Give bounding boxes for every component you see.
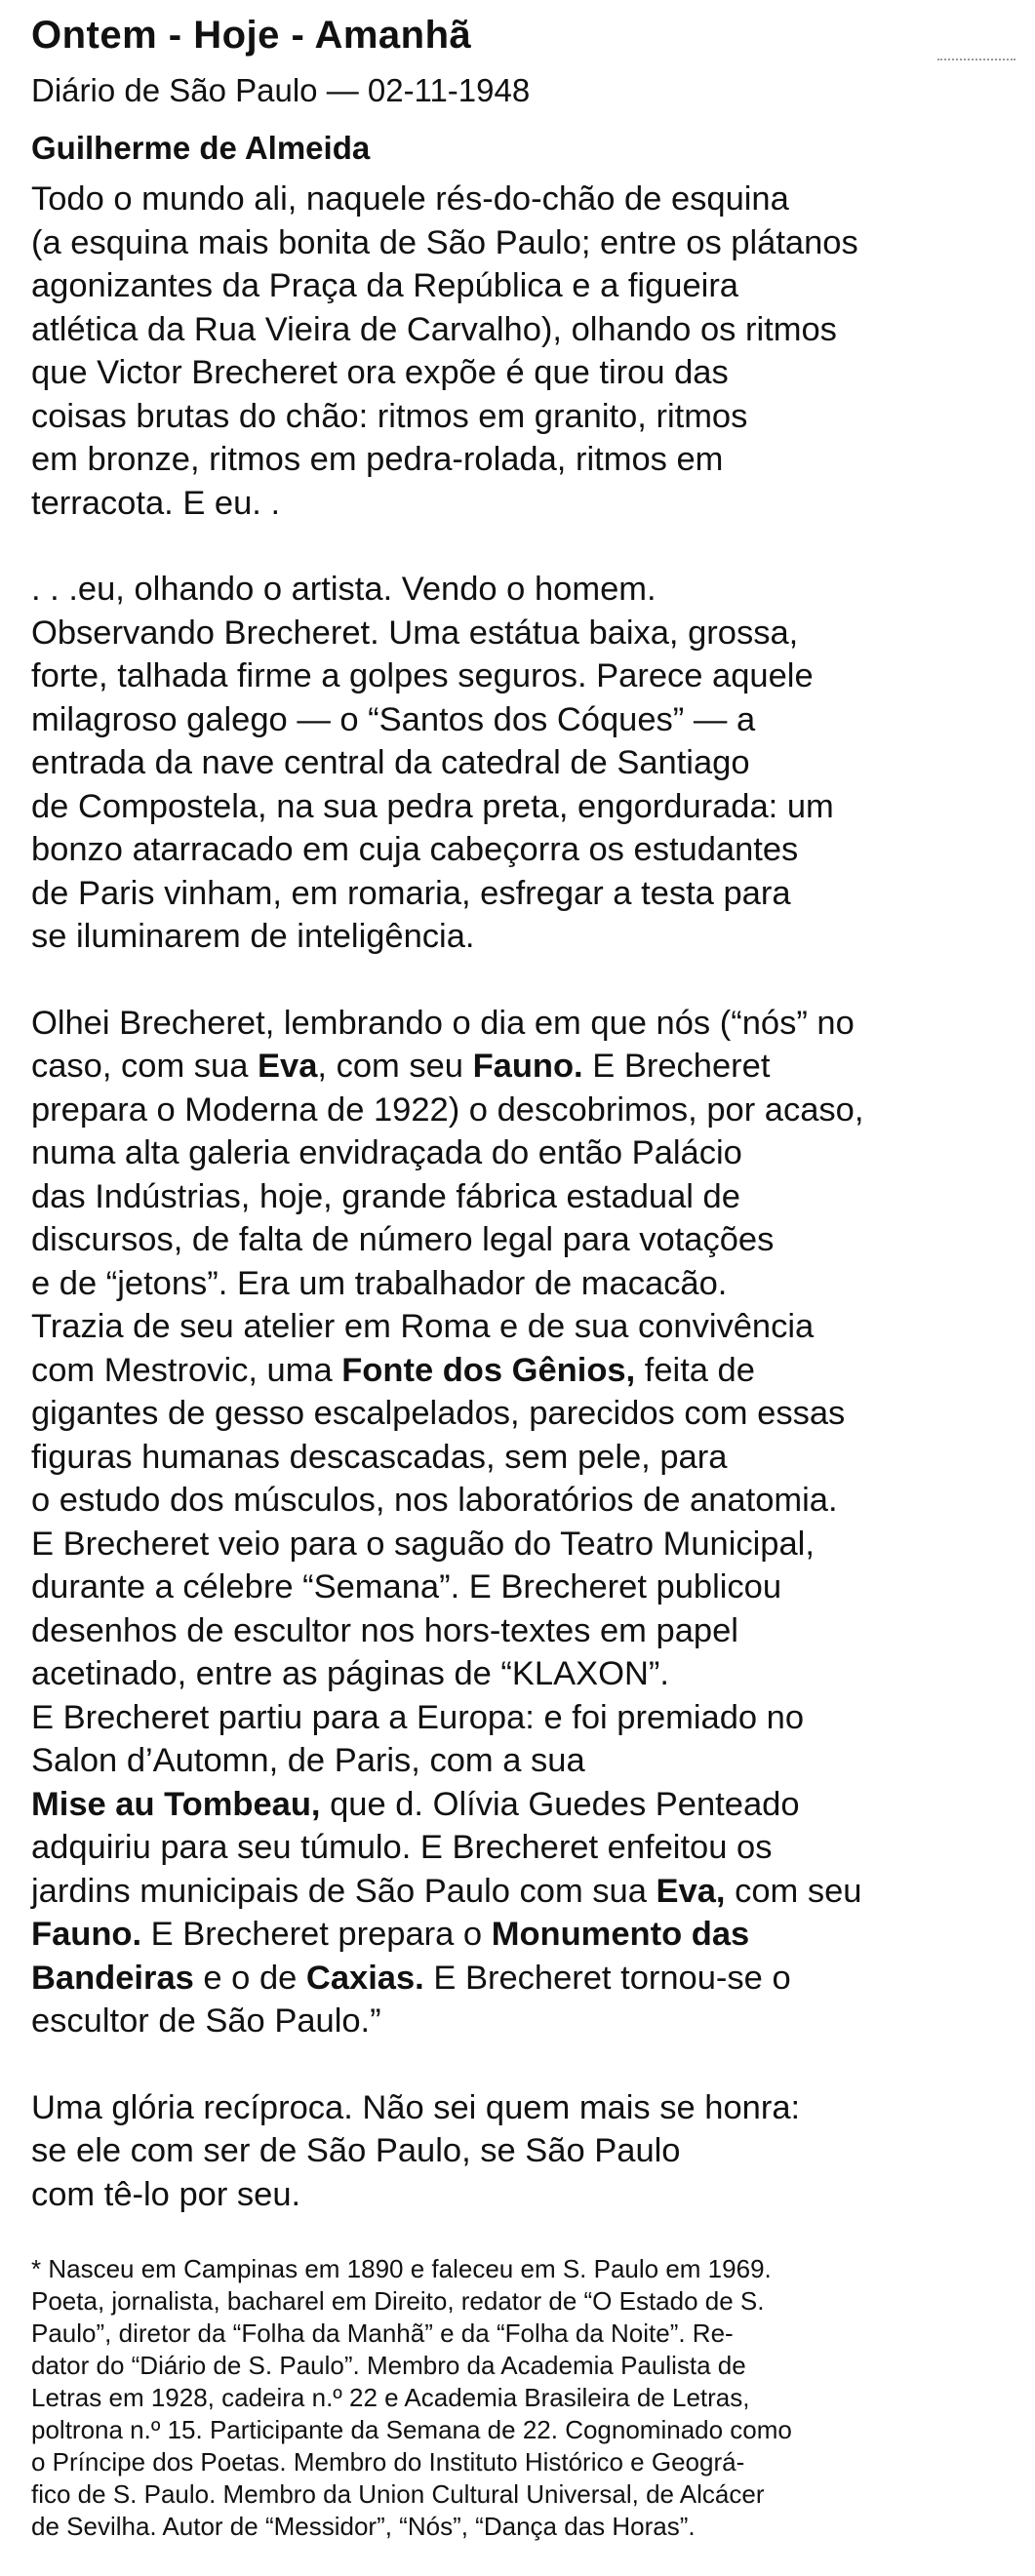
text-line bbox=[31, 1045, 1035, 1089]
paragraph-3 bbox=[31, 1002, 1035, 2043]
bold-text: Monumento das bbox=[491, 1916, 750, 1953]
text-line bbox=[31, 612, 1035, 655]
text-line bbox=[31, 351, 1035, 395]
text-line bbox=[31, 1523, 1035, 1566]
text-run: de Paris vinham, em romaria, esfregar a testa para bbox=[31, 874, 791, 912]
text-line bbox=[31, 785, 1035, 829]
article-title: Ontem - Hoje - Amanhã bbox=[31, 14, 472, 57]
text-line bbox=[31, 1262, 1035, 1306]
bold-text: Fonte dos Gênios, bbox=[341, 1351, 636, 1389]
text-line bbox=[31, 2086, 1035, 2130]
footnote-line: de Sevilha. Autor de “Messidor”, “Nós”, “Dança das Horas”. bbox=[31, 2512, 696, 2541]
footnote-line: Paulo”, diretor da “Folha da Manhã” e da “Folha da Noite”. Re- bbox=[31, 2318, 734, 2348]
text-run: caso, com sua bbox=[31, 1048, 259, 1085]
footnote-line: * Nasceu em Campinas em 1890 e faleceu em S. Paulo em 1969. bbox=[31, 2254, 772, 2283]
text-run: e o de bbox=[193, 1959, 306, 1997]
text-line bbox=[31, 1089, 1035, 1132]
text-run: agonizantes da Praça da República e a figueira bbox=[31, 267, 738, 304]
text-run: , com seu bbox=[317, 1048, 473, 1085]
text-run: escultor de São Paulo.” bbox=[31, 2002, 381, 2040]
text-line bbox=[31, 1696, 1035, 1740]
text-line bbox=[31, 1392, 1035, 1436]
text-run: numa alta galeria envidraçada do então Palácio bbox=[31, 1134, 742, 1171]
text-line bbox=[31, 1783, 1035, 1827]
text-line bbox=[31, 1175, 1035, 1219]
text-line bbox=[31, 1870, 1035, 1914]
text-line bbox=[31, 828, 1035, 872]
text-line bbox=[31, 221, 1035, 265]
bold-text: Bandeiras bbox=[31, 1959, 194, 1997]
text-run: desenhos de escultor nos hors-textes em papel bbox=[31, 1611, 738, 1649]
scan-speck bbox=[937, 59, 1015, 62]
text-run: E Brecheret prepara o bbox=[141, 1916, 492, 1953]
footnote-line: dator do “Diário de S. Paulo”. Membro da Academia Paulista de bbox=[31, 2351, 746, 2380]
text-line bbox=[31, 2000, 1035, 2043]
text-run: adquiriu para seu túmulo. E Brecheret enfeitou os bbox=[31, 1829, 773, 1866]
footnote-line: o Príncipe dos Poetas. Membro do Instituto Histórico e Geográ- bbox=[31, 2447, 745, 2477]
footnote-line: fico de S. Paulo. Membro da Union Cultural Universal, de Alcácer bbox=[31, 2479, 765, 2509]
text-line bbox=[31, 654, 1035, 698]
text-run: se ele com ser de São Paulo, se São Paulo bbox=[31, 2132, 681, 2169]
paragraph-4 bbox=[31, 2086, 1035, 2217]
text-line bbox=[31, 1652, 1035, 1696]
text-run: com Mestrovic, uma bbox=[31, 1351, 342, 1389]
text-run: coisas brutas do chão: ritmos em granito, ritmos bbox=[31, 397, 748, 435]
text-run: Uma glória recíproca. Não sei quem mais se honra: bbox=[31, 2088, 801, 2126]
text-line bbox=[31, 1739, 1035, 1783]
text-run: em bronze, ritmos em pedra-rolada, ritmos em bbox=[31, 441, 724, 478]
text-line bbox=[31, 1609, 1035, 1653]
text-run: discursos, de falta de número legal para votações bbox=[31, 1221, 775, 1258]
text-line bbox=[31, 482, 1035, 526]
text-run: jardins municipais de São Paulo com sua bbox=[31, 1872, 657, 1910]
footnote bbox=[31, 2253, 1002, 2543]
text-run: E Brecheret bbox=[582, 1048, 771, 1085]
text-run: figuras humanas descascadas, sem pele, para bbox=[31, 1438, 728, 1476]
text-run: milagroso galego — o “Santos dos Cóques” — a bbox=[31, 700, 756, 738]
paragraph-1 bbox=[31, 178, 1035, 525]
text-line bbox=[31, 1436, 1035, 1480]
text-run: Olhei Brecheret, lembrando o dia em que nós (“nós” no bbox=[31, 1004, 855, 1042]
text-run: durante a célebre “Semana”. E Brecheret publicou bbox=[31, 1568, 782, 1605]
text-line bbox=[31, 872, 1035, 916]
text-run: acetinado, entre as páginas de “KLAXON”. bbox=[31, 1655, 669, 1692]
text-line bbox=[31, 264, 1035, 308]
text-line bbox=[31, 741, 1035, 785]
text-line bbox=[31, 308, 1035, 352]
bold-text: Eva, bbox=[656, 1872, 726, 1910]
text-run: bonzo atarracado em cuja cabeçorra os estudantes bbox=[31, 831, 799, 868]
text-run: que Victor Brecheret ora expõe é que tirou das bbox=[31, 354, 729, 391]
bold-text: Eva bbox=[258, 1048, 318, 1085]
paragraph-2 bbox=[31, 568, 1035, 959]
text-run: . . .eu, olhando o artista. Vendo o homem. bbox=[31, 571, 657, 608]
text-run: E Brecheret veio para o saguão do Teatro Municipal, bbox=[31, 1525, 815, 1563]
bold-text: Caxias. bbox=[305, 1959, 424, 1997]
text-line bbox=[31, 1565, 1035, 1609]
footnote-line: Poeta, jornalista, bacharel em Direito, redator de “O Estado de S. bbox=[31, 2286, 765, 2316]
text-run: E Brecheret partiu para a Europa: e foi premiado no bbox=[31, 1698, 805, 1736]
text-run: Observando Brecheret. Uma estátua baixa, grossa, bbox=[31, 614, 799, 652]
bold-text: Fauno. bbox=[31, 1916, 142, 1953]
text-run: entrada da nave central da catedral de Santiago bbox=[31, 744, 750, 781]
text-line bbox=[31, 1305, 1035, 1349]
text-run: Salon d’Automn, de Paris, com a sua bbox=[31, 1742, 585, 1779]
text-line bbox=[31, 1957, 1035, 2001]
text-line bbox=[31, 568, 1035, 612]
text-run: forte, talhada firme a golpes seguros. Parece aquele bbox=[31, 657, 814, 694]
text-line bbox=[31, 1002, 1035, 1046]
text-run: que d. Olívia Guedes Penteado bbox=[320, 1785, 800, 1823]
text-run: (a esquina mais bonita de São Paulo; entre os plátanos bbox=[31, 223, 858, 261]
text-run: feita de bbox=[635, 1351, 755, 1389]
text-run: terracota. E eu. . bbox=[31, 484, 281, 522]
text-run: e de “jetons”. Era um trabalhador de macacão. bbox=[31, 1264, 728, 1302]
text-run: E Brecheret tornou-se o bbox=[423, 1959, 791, 1997]
text-line bbox=[31, 1131, 1035, 1175]
text-line bbox=[31, 395, 1035, 439]
text-line bbox=[31, 2173, 1035, 2217]
text-line bbox=[31, 1826, 1035, 1870]
text-run: o estudo dos músculos, nos laboratórios de anatomia. bbox=[31, 1482, 838, 1519]
article-author: Guilherme de Almeida bbox=[31, 130, 371, 166]
text-run: atlética da Rua Vieira de Carvalho), olhando os ritmos bbox=[31, 310, 837, 348]
text-line bbox=[31, 1913, 1035, 1957]
article-source: Diário de São Paulo — 02-11-1948 bbox=[31, 72, 531, 108]
footnote-line: Letras em 1928, cadeira n.º 22 e Academia Brasileira de Letras, bbox=[31, 2383, 750, 2412]
text-line bbox=[31, 698, 1035, 742]
bold-text: Fauno. bbox=[472, 1048, 583, 1085]
text-run: Trazia de seu atelier em Roma e de sua convivência bbox=[31, 1308, 815, 1345]
text-run: de Compostela, na sua pedra preta, engordurada: um bbox=[31, 787, 834, 825]
text-line bbox=[31, 915, 1035, 959]
text-line bbox=[31, 2129, 1035, 2173]
bold-text: Mise au Tombeau, bbox=[31, 1785, 321, 1823]
text-run: com tê-lo por seu. bbox=[31, 2175, 301, 2213]
text-line bbox=[31, 1479, 1035, 1523]
text-run: Todo o mundo ali, naquele rés-do-chão de esquina bbox=[31, 180, 789, 218]
text-line bbox=[31, 438, 1035, 482]
text-run: gigantes de gesso escalpelados, parecidos com essas bbox=[31, 1395, 846, 1432]
article-body bbox=[31, 178, 1035, 2216]
text-line bbox=[31, 1218, 1035, 1262]
text-run: das Indústrias, hoje, grande fábrica estadual de bbox=[31, 1177, 740, 1215]
footnote-line: poltrona n.º 15. Participante da Semana de 22. Cognominado como bbox=[31, 2415, 792, 2444]
text-run: prepara o Moderna de 1922) o descobrimos, por acaso, bbox=[31, 1090, 864, 1129]
text-line bbox=[31, 178, 1035, 221]
text-line bbox=[31, 1349, 1035, 1393]
text-run: se iluminarem de inteligência. bbox=[31, 918, 475, 955]
text-run: com seu bbox=[725, 1872, 862, 1910]
